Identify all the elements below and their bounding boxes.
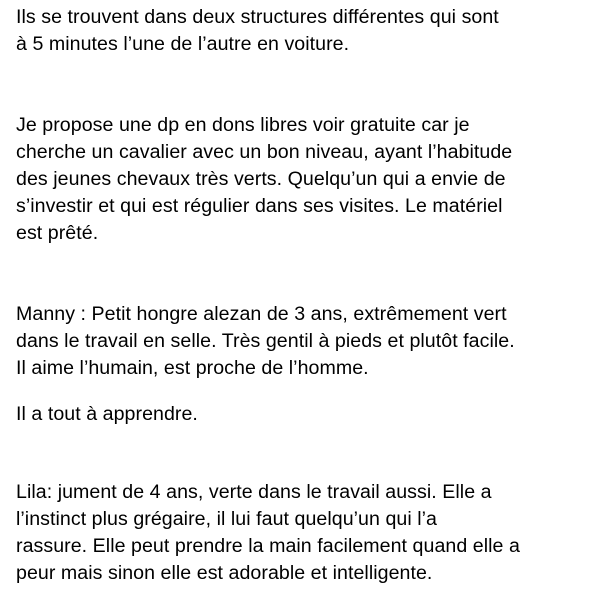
- text-line: s’investir et qui est régulier dans ses visites. Le matériel: [16, 195, 503, 217]
- paragraph-lila: [16, 479, 588, 587]
- text-line: est prêté.: [16, 222, 99, 244]
- text-line: à 5 minutes l’une de l’autre en voiture.: [16, 33, 350, 55]
- text-line: dans le travail en selle. Très gentil à pieds et plutôt facile.: [16, 330, 515, 352]
- text-line: Il a tout à apprendre.: [16, 403, 198, 425]
- text-line: rassure. Elle peut prendre la main facilement quand elle a: [16, 535, 520, 557]
- paragraph-structures: [16, 4, 588, 58]
- message-text-body: [16, 4, 588, 587]
- paragraph-spacer: [16, 274, 588, 301]
- paragraph-manny: [16, 301, 588, 382]
- text-line: des jeunes chevaux très verts. Quelqu’un qui a envie de: [16, 168, 506, 190]
- paragraph-spacer: [16, 382, 588, 401]
- text-line: cherche un cavalier avec un bon niveau, ayant l’habitude: [16, 141, 513, 163]
- text-line: Il aime l’humain, est proche de l’homme.: [16, 357, 369, 379]
- text-line: Ils se trouvent dans deux structures différentes qui sont: [16, 6, 499, 28]
- text-line: l’instinct plus grégaire, il lui faut quelqu’un qui l’a: [16, 508, 437, 530]
- paragraph-spacer: [16, 428, 588, 455]
- paragraph-manny-learning: [16, 401, 588, 428]
- paragraph-spacer: [16, 85, 588, 112]
- text-line: Lila: jument de 4 ans, verte dans le travail aussi. Elle a: [16, 481, 492, 503]
- paragraph-spacer: [16, 455, 588, 479]
- paragraph-spacer: [16, 247, 588, 274]
- text-line: peur mais sinon elle est adorable et intelligente.: [16, 562, 433, 584]
- text-line: Manny : Petit hongre alezan de 3 ans, extrêmement vert: [16, 303, 507, 325]
- paragraph-proposal: [16, 112, 588, 247]
- text-line: Je propose une dp en dons libres voir gratuite car je: [16, 114, 470, 136]
- paragraph-spacer: [16, 58, 588, 85]
